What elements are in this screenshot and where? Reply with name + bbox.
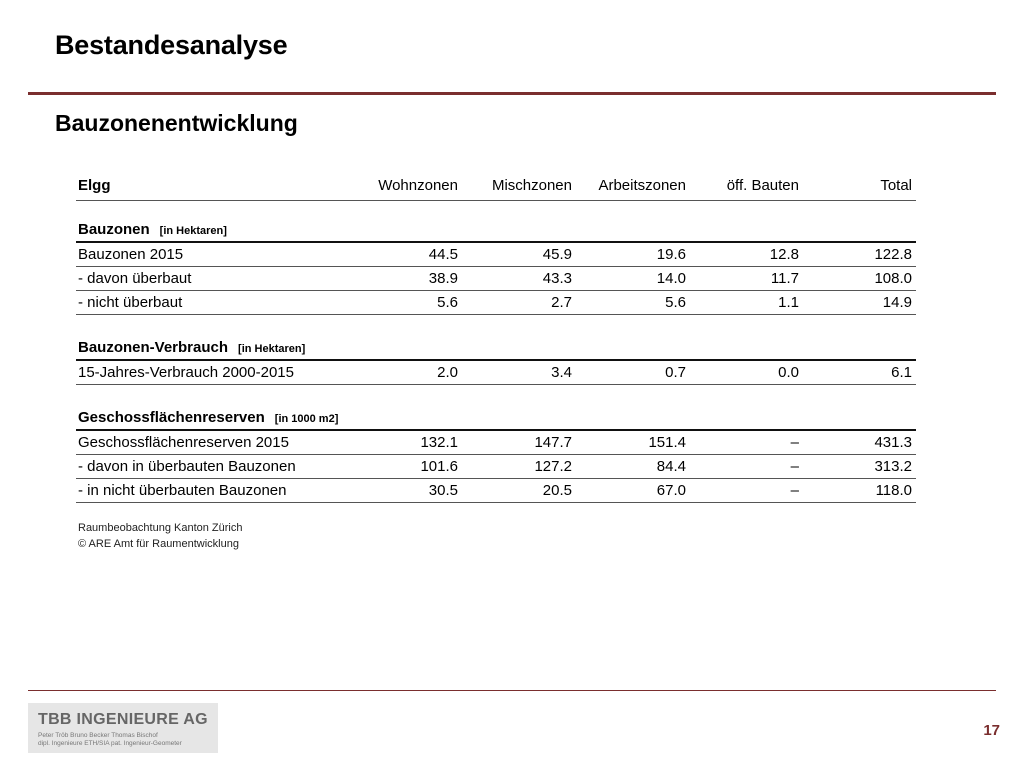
table-row bbox=[76, 267, 916, 291]
logo-names-line: Peter Tröb Bruno Becker Thomas Bischof bbox=[38, 732, 158, 739]
row-label: - davon überbaut bbox=[78, 270, 192, 287]
cell-arbeitszonen: 67.0 bbox=[656, 482, 686, 499]
cell-mischzonen: 147.7 bbox=[534, 434, 572, 451]
section-heading bbox=[76, 403, 916, 431]
cell-mischzonen: 45.9 bbox=[542, 246, 572, 263]
cell-arbeitszonen: 0.7 bbox=[665, 364, 686, 381]
cell-arbeitszonen: 84.4 bbox=[656, 458, 686, 475]
row-label: Bauzonen 2015 bbox=[78, 246, 184, 263]
cell-oeff-bauten: – bbox=[790, 458, 799, 475]
cell-arbeitszonen: 14.0 bbox=[656, 270, 686, 287]
table-row bbox=[76, 479, 916, 503]
cell-arbeitszonen: 5.6 bbox=[665, 294, 686, 311]
copyright-line: © ARE Amt für Raumentwicklung bbox=[78, 538, 239, 550]
footer-divider bbox=[28, 690, 996, 691]
table-row bbox=[76, 361, 916, 385]
cell-arbeitszonen: 19.6 bbox=[656, 246, 686, 263]
cell-wohnzonen: 132.1 bbox=[420, 434, 458, 451]
cell-oeff-bauten: – bbox=[790, 434, 799, 451]
cell-total: 431.3 bbox=[874, 434, 912, 451]
cell-total: 118.0 bbox=[875, 482, 912, 499]
logo-name: TBB INGENIEURE AG bbox=[38, 711, 208, 728]
cell-mischzonen: 20.5 bbox=[542, 482, 572, 499]
cell-arbeitszonen: 151.4 bbox=[648, 434, 686, 451]
cell-total: 313.2 bbox=[874, 458, 912, 475]
section-heading bbox=[76, 333, 916, 361]
cell-mischzonen: 2.7 bbox=[551, 294, 572, 311]
cell-wohnzonen: 30.5 bbox=[428, 482, 458, 499]
cell-oeff-bauten: 12.8 bbox=[769, 246, 799, 263]
cell-mischzonen: 43.3 bbox=[542, 270, 572, 287]
cell-oeff-bauten: 1.1 bbox=[778, 294, 799, 311]
table-row bbox=[76, 291, 916, 315]
source-line: Raumbeobachtung Kanton Zürich bbox=[78, 522, 243, 534]
cell-oeff-bauten: – bbox=[790, 482, 799, 499]
row-label: - davon in überbauten Bauzonen bbox=[78, 458, 296, 475]
section-unit: [in 1000 m2] bbox=[274, 413, 339, 425]
row-label: - nicht überbaut bbox=[78, 294, 183, 311]
section-unit: [in Hektaren] bbox=[159, 225, 227, 237]
row-label: Geschossflächenreserven 2015 bbox=[78, 434, 289, 451]
header-cell-oeff-bauten: öff. Bauten bbox=[726, 177, 799, 194]
table-row bbox=[76, 431, 916, 455]
slide-title: Bestandesanalyse bbox=[55, 30, 288, 60]
source-note bbox=[78, 520, 243, 552]
title-divider bbox=[28, 92, 996, 95]
cell-total: 14.9 bbox=[882, 294, 912, 311]
table-row bbox=[76, 455, 916, 479]
section-name: Bauzonen-Verbrauch bbox=[78, 339, 229, 356]
cell-oeff-bauten: 0.0 bbox=[778, 364, 799, 381]
section-unit: [in Hektaren] bbox=[238, 343, 306, 355]
header-cell-total: Total bbox=[880, 177, 912, 194]
row-label: 15-Jahres-Verbrauch 2000-2015 bbox=[78, 364, 294, 381]
header-cell-wohnzonen: Wohnzonen bbox=[378, 177, 458, 194]
logo-titles-line: dipl. Ingenieure ETH/SIA pat. Ingenieur-Geometer bbox=[38, 740, 182, 747]
cell-total: 6.1 bbox=[891, 364, 912, 381]
cell-wohnzonen: 2.0 bbox=[437, 364, 458, 381]
cell-wohnzonen: 5.6 bbox=[437, 294, 458, 311]
header-cell-arbeitszonen: Arbeitszonen bbox=[598, 177, 686, 194]
slide-subtitle: Bauzonenentwicklung bbox=[55, 110, 298, 136]
section-name: Bauzonen bbox=[78, 221, 150, 238]
section-heading bbox=[76, 215, 916, 243]
cell-wohnzonen: 44.5 bbox=[428, 246, 458, 263]
cell-mischzonen: 127.2 bbox=[534, 458, 572, 475]
table-header bbox=[76, 172, 916, 201]
data-table bbox=[76, 172, 916, 503]
table-row bbox=[76, 243, 916, 267]
page-number: 17 bbox=[983, 722, 1000, 739]
cell-total: 122.8 bbox=[874, 246, 912, 263]
header-cell-mischzonen: Mischzonen bbox=[491, 177, 572, 194]
header-cell-region: Elgg bbox=[78, 177, 111, 194]
row-label: - in nicht überbauten Bauzonen bbox=[78, 482, 287, 499]
cell-mischzonen: 3.4 bbox=[551, 364, 572, 381]
section-name: Geschossflächenreserven bbox=[78, 409, 265, 426]
cell-wohnzonen: 101.6 bbox=[420, 458, 458, 475]
cell-wohnzonen: 38.9 bbox=[428, 270, 458, 287]
cell-oeff-bauten: 11.7 bbox=[770, 270, 799, 287]
company-logo bbox=[28, 703, 218, 753]
cell-total: 108.0 bbox=[874, 270, 912, 287]
